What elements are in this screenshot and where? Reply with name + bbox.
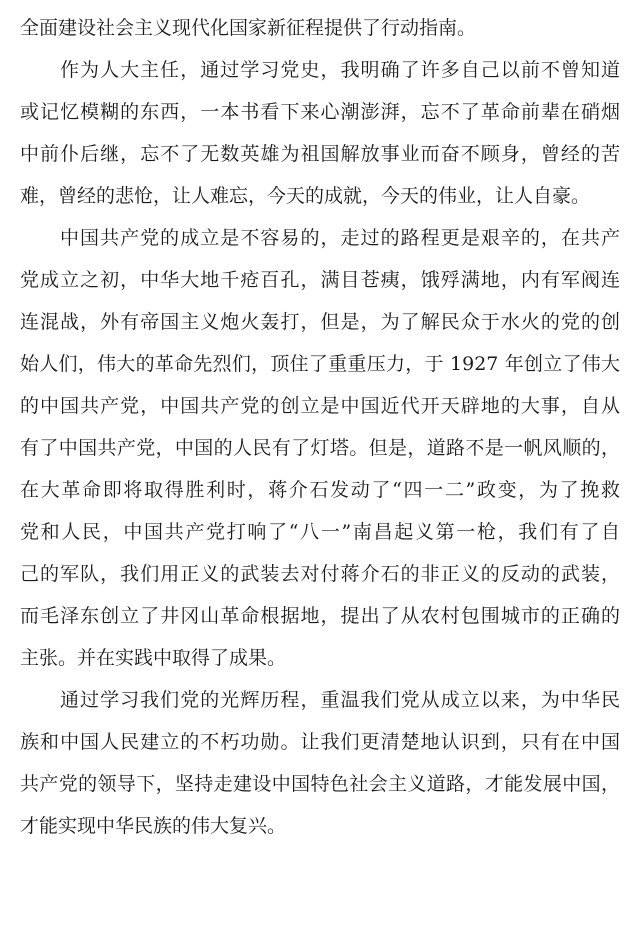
paragraph-3-line-6: 有了中国共产党，中国的人民有了灯塔。但是，道路不是一帆风顺的，	[20, 437, 620, 459]
paragraph-4-line-4: 才能实现中华民族的伟大复兴。	[20, 815, 287, 837]
paragraph-2-line-4: 难，曾经的悲怆，让人难忘，今天的成就，今天的伟业，让人自豪。	[20, 185, 591, 207]
paragraph-3-line-7: 在大革命即将取得胜利时，蒋介石发动了“四一二”政变，为了挽救	[20, 479, 620, 501]
paragraph-1-line-1: 全面建设社会主义现代化国家新征程提供了行动指南。	[20, 17, 477, 39]
paragraph-2-line-1: 作为人大主任，通过学习党史，我明确了许多自己以前不曾知道	[60, 59, 620, 81]
paragraph-3-line-5: 的中国共产党，中国共产党的创立是中国近代开天辟地的大事，自从	[20, 395, 620, 417]
paragraph-2-line-2: 或记忆模糊的东西，一本书看下来心潮澎湃，忘不了革命前辈在硝烟	[20, 101, 620, 123]
paragraph-3-line-11: 主张。并在实践中取得了成果。	[20, 647, 287, 669]
paragraph-3-line-4: 始人们，伟大的革命先烈们，顶住了重重压力，于 1927 年创立了伟大	[20, 353, 620, 375]
paragraph-3-line-1: 中国共产党的成立是不容易的，走过的路程更是艰辛的，在共产	[60, 227, 620, 249]
paragraph-3-line-8: 党和人民，中国共产党打响了“八一”南昌起义第一枪，我们有了自	[20, 521, 620, 543]
paragraph-2-line-3: 中前仆后继，忘不了无数英雄为祖国解放事业而奋不顾身，曾经的苦	[20, 143, 620, 165]
paragraph-3-line-10: 而毛泽东创立了井冈山革命根据地，提出了从农村包围城市的正确的	[20, 605, 620, 627]
paragraph-3-line-3: 连混战，外有帝国主义炮火轰打，但是，为了解民众于水火的党的创	[20, 311, 620, 333]
paragraph-3-line-9: 己的军队，我们用正义的武装去对付蒋介石的非正义的反动的武装，	[20, 563, 620, 585]
paragraph-4-line-3: 共产党的领导下，坚持走建设中国特色社会主义道路，才能发展中国，	[20, 773, 620, 795]
paragraph-3-line-2: 党成立之初，中华大地千疮百孔，满目苍痍，饿殍满地，内有军阀连	[20, 269, 620, 291]
paragraph-4-line-2: 族和中国人民建立的不朽功勋。让我们更清楚地认识到，只有在中国	[20, 731, 620, 753]
paragraph-4-line-1: 通过学习我们党的光辉历程，重温我们党从成立以来，为中华民	[60, 689, 620, 711]
